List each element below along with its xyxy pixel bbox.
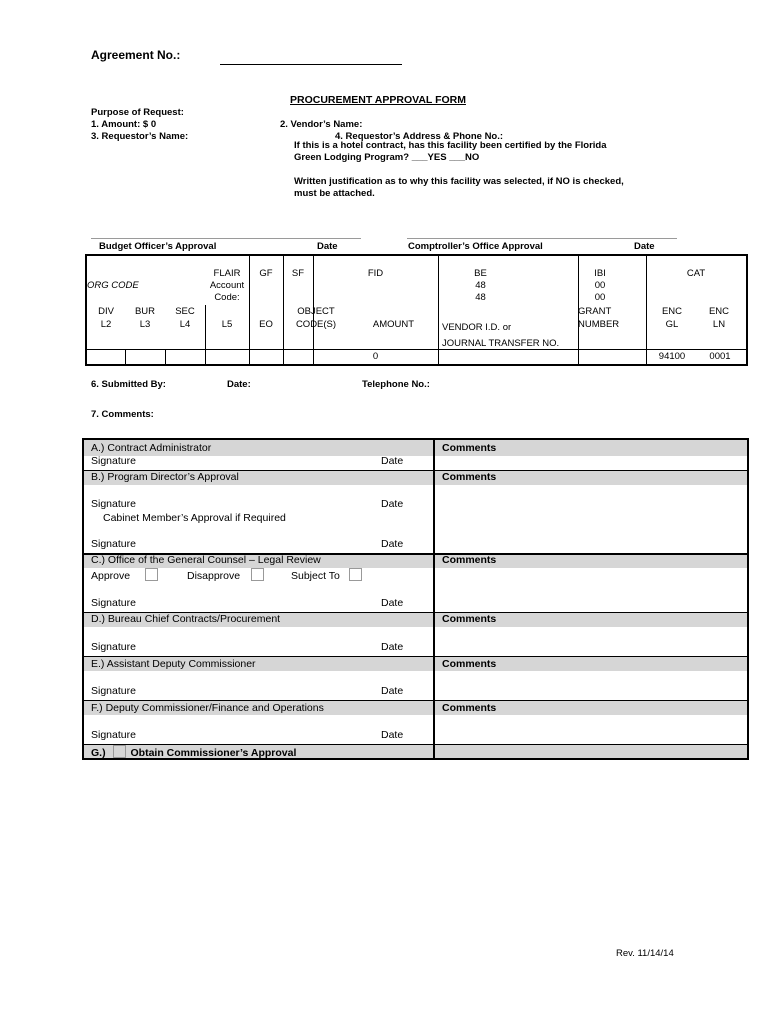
column-divider	[433, 440, 435, 758]
comptroller-date-label: Date	[634, 241, 655, 252]
hotel-question-line1: If this is a hotel contract, has this facility been certified by the Florida	[294, 140, 607, 151]
date-label: Date	[381, 498, 404, 510]
budget-officer-label: Budget Officer’s Approval	[99, 241, 217, 252]
signoff-table	[82, 438, 749, 760]
hotel-question-line2: Green Lodging Program? ___YES ___NO	[294, 152, 480, 163]
ibi-value-2: 00	[594, 292, 606, 303]
enc-ln-header: ENC	[708, 306, 730, 317]
contract-admin-title: A.) Contract Administrator	[91, 442, 212, 454]
be-value-2: 48	[475, 292, 486, 303]
budget-date-label: Date	[317, 241, 338, 252]
comments-header: Comments	[442, 554, 497, 566]
be-value-1: 48	[475, 280, 486, 291]
comments-label: 7. Comments:	[91, 409, 154, 420]
col-divider	[125, 349, 126, 364]
comments-header: Comments	[442, 658, 497, 670]
comments-header: Comments	[442, 442, 497, 454]
revision-label: Rev. 11/14/14	[616, 948, 674, 959]
l5-label: L5	[221, 319, 233, 330]
disapprove-checkbox[interactable]	[251, 568, 264, 581]
signature-label: Signature	[91, 729, 136, 741]
eo-label: EO	[259, 319, 273, 330]
deputy-commissioner-title: F.) Deputy Commissioner/Finance and Operations	[91, 702, 324, 714]
comments-header: Comments	[442, 471, 497, 483]
org-code-label: ORG CODE	[87, 280, 139, 291]
comments-header: Comments	[442, 613, 497, 625]
cabinet-approval-label: Cabinet Member’s Approval if Required	[103, 512, 286, 524]
budget-coding-table	[85, 254, 748, 366]
requestor-address-label: 4. Requestor’s Address & Phone No.:	[335, 131, 504, 142]
vendor-name-label: 2. Vendor’s Name:	[280, 119, 363, 130]
comments-header: Comments	[442, 702, 497, 714]
commissioner-approval-row	[91, 745, 296, 759]
commissioner-approval-checkbox[interactable]	[113, 745, 126, 758]
row-divider	[84, 656, 747, 657]
purpose-label: Purpose of Request:	[91, 107, 184, 118]
approve-option[interactable]	[91, 568, 158, 582]
div-label: DIV	[98, 306, 114, 317]
object-label: OBJECT	[297, 306, 335, 317]
budget-signature-line[interactable]	[91, 238, 361, 239]
amount-value[interactable]: 0	[372, 351, 379, 362]
assistant-deputy-title: E.) Assistant Deputy Commissioner	[91, 658, 256, 670]
date-label: Date	[381, 729, 404, 741]
amount-label: AMOUNT	[372, 319, 415, 330]
account-label: Account	[209, 280, 245, 291]
grant-label: GRANT	[578, 306, 612, 317]
be-label: BE	[474, 268, 487, 279]
submitted-by-label: 6. Submitted By:	[91, 379, 166, 390]
date-label: Date	[381, 538, 404, 550]
bur-label: BUR	[134, 306, 156, 317]
signature-label: Signature	[91, 685, 136, 697]
code-label: Code:	[214, 292, 240, 303]
date-label: Date	[381, 641, 404, 653]
agreement-label: Agreement No.:	[91, 48, 181, 62]
comptroller-signature-line[interactable]	[407, 238, 677, 239]
l3-label: L3	[139, 319, 151, 330]
row-divider	[84, 700, 747, 701]
bureau-chief-title: D.) Bureau Chief Contracts/Procurement	[91, 613, 281, 625]
g-prefix: G.)	[91, 747, 106, 759]
ibi-label: IBI	[594, 268, 606, 279]
l2-label: L2	[100, 319, 112, 330]
amount-label: 1. Amount: $ 0	[91, 119, 157, 130]
vendor-id-label: VENDOR I.D. or	[442, 322, 512, 333]
date-label: Date	[381, 597, 404, 609]
approve-checkbox[interactable]	[145, 568, 158, 581]
signature-label: Signature	[91, 597, 136, 609]
ln-label: LN	[712, 319, 726, 330]
sf-label: SF	[291, 268, 305, 279]
subject-to-checkbox[interactable]	[349, 568, 362, 581]
l4-label: L4	[179, 319, 191, 330]
flair-label: FLAIR	[213, 268, 241, 279]
form-title: PROCUREMENT APPROVAL FORM	[290, 94, 466, 106]
requestor-name-label: 3. Requestor’s Name:	[91, 131, 189, 142]
number-label: NUMBER	[578, 319, 620, 330]
agreement-number-line[interactable]	[220, 64, 402, 65]
subject-to-label: Subject To	[291, 570, 340, 582]
sec-label: SEC	[175, 306, 195, 317]
comptroller-label: Comptroller’s Office Approval	[408, 241, 543, 252]
date-label: Date	[381, 685, 404, 697]
enc-gl-value[interactable]: 94100	[658, 351, 686, 362]
signature-label: Signature	[91, 538, 136, 550]
gl-label: GL	[665, 319, 679, 330]
legal-review-title: C.) Office of the General Counsel – Legal Review	[91, 554, 321, 566]
date-label: Date	[381, 455, 404, 467]
col-divider	[205, 305, 206, 364]
gf-label: GF	[259, 268, 273, 279]
enc-gl-header: ENC	[661, 306, 683, 317]
signature-label: Signature	[91, 455, 136, 467]
col-divider	[165, 349, 166, 364]
justification-line1: Written justification as to why this facility was selected, if NO is checked,	[294, 176, 624, 187]
ibi-value-1: 00	[594, 280, 606, 291]
telephone-label: Telephone No.:	[362, 379, 430, 390]
submitted-date-label: Date:	[227, 379, 251, 390]
disapprove-label: Disapprove	[187, 570, 241, 582]
table-row-divider	[87, 349, 746, 350]
justification-line2: must be attached.	[294, 188, 375, 199]
fid-label: FID	[367, 268, 384, 279]
enc-ln-value[interactable]: 0001	[709, 351, 731, 362]
signature-label: Signature	[91, 641, 136, 653]
disapprove-option[interactable]	[187, 568, 264, 582]
codes-label: CODE(S)	[295, 319, 337, 330]
commissioner-approval-label: Obtain Commissioner’s Approval	[130, 747, 297, 759]
subject-to-option[interactable]	[291, 568, 362, 582]
signature-label: Signature	[91, 498, 136, 510]
approve-label: Approve	[91, 570, 131, 582]
program-director-title: B.) Program Director’s Approval	[91, 471, 239, 483]
cat-label: CAT	[686, 268, 706, 279]
journal-label: JOURNAL TRANSFER NO.	[442, 338, 560, 349]
